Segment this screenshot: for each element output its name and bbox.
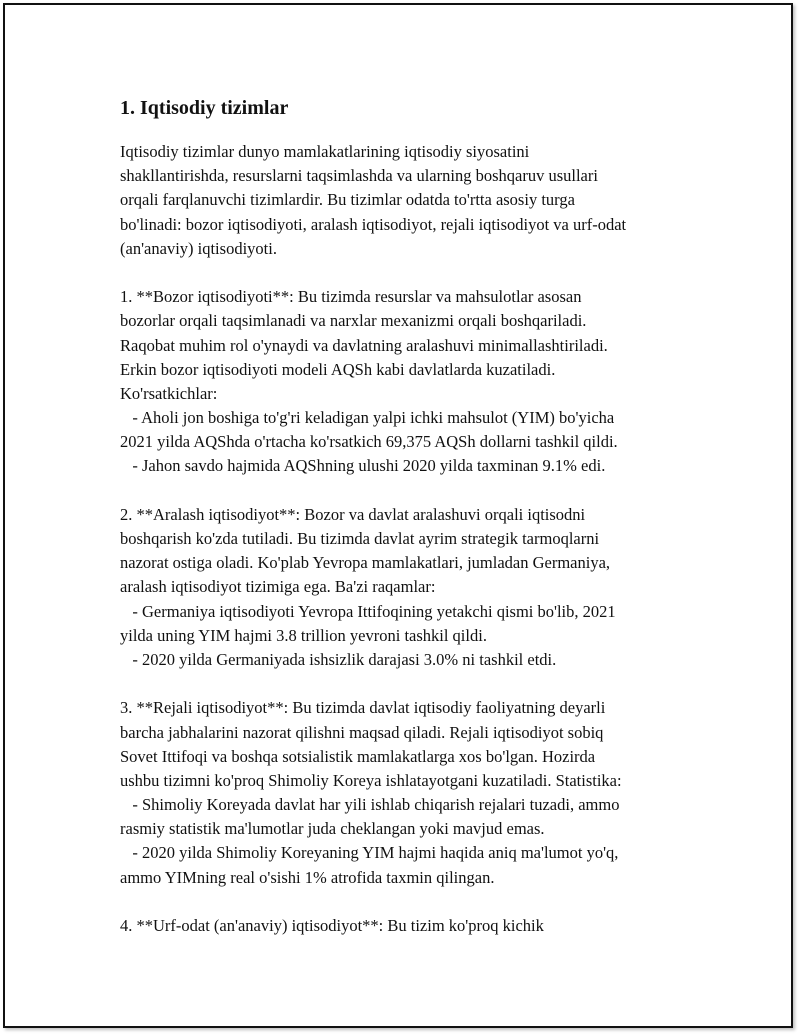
text-line: (an'anaviy) iqtisodiyoti. — [120, 238, 277, 258]
text-line: Erkin bozor iqtisodiyoti modeli AQSh kabi davlatlarda kuzatiladi. — [120, 359, 556, 379]
text-line: yilda uning YIM hajmi 3.8 trillion yevroni tashkil qildi. — [120, 625, 487, 645]
text-line: - 2020 yilda Germaniyada ishsizlik darajasi 3.0% ni tashkil etdi. — [120, 649, 557, 669]
text-line: barcha jabhalarini nazorat qilishni maqsad qiladi. Rejali iqtisodiyot sobiq — [120, 722, 604, 742]
blank-line — [120, 261, 740, 285]
text-line: Ko'rsatkichlar: — [120, 383, 218, 403]
text-line: orqali farqlanuvchi tizimlardir. Bu tizimlar odatda to'rtta asosiy turga — [120, 190, 575, 210]
text-line: nazorat ostiga oladi. Ko'plab Yevropa mamlakatlari, jumladan Germaniya, — [120, 553, 611, 573]
text-line: - Shimoliy Koreyada davlat har yili ishlab chiqarish rejalari tuzadi, ammo — [120, 795, 620, 815]
text-line: - Jahon savdo hajmida AQShning ulushi 2020 yilda taxminan 9.1% edi. — [120, 456, 606, 476]
text-line: - Germaniya iqtisodiyoti Yevropa Ittifoqining yetakchi qismi bo'lib, 2021 — [120, 601, 616, 621]
text-line: ushbu tizimni ko'proq Shimoliy Koreya ishlatayotgani kuzatiladi. Statistika: — [120, 770, 622, 790]
blank-line — [120, 890, 740, 914]
text-line: 1. **Bozor iqtisodiyoti**: Bu tizimda resurslar va mahsulotlar asosan — [120, 287, 582, 307]
section-heading: 1. Iqtisodiy tizimlar — [120, 97, 289, 119]
document-page — [3, 3, 793, 1028]
text-line: Iqtisodiy tizimlar dunyo mamlakatlarining iqtisodiy siyosatini — [120, 142, 530, 161]
text-line: - Aholi jon boshiga to'g'ri keladigan yalpi ichki mahsulot (YIM) bo'yicha — [120, 408, 615, 428]
blank-line — [120, 479, 740, 503]
text-line: shakllantirishda, resurslarni taqsimlashda va ularning boshqaruv usullari — [120, 166, 598, 186]
text-line: ammo YIMning real o'sishi 1% atrofida taxmin qilingan. — [120, 867, 495, 887]
text-line: rasmiy statistik ma'lumotlar juda cheklangan yoki mavjud emas. — [120, 819, 545, 839]
text-line: Sovet Ittifoqi va boshqa sotsialistik mamlakatlarga xos bo'lgan. Hozirda — [120, 746, 596, 766]
text-line: aralash iqtisodiyot tizimiga ega. Ba'zi raqamlar: — [120, 577, 436, 597]
text-line: Raqobat muhim rol o'ynaydi va davlatning aralashuvi minimallashtiriladi. — [120, 335, 608, 355]
text-line: 4. **Urf-odat (an'anaviy) iqtisodiyot**: Bu tizim ko'proq kichik — [120, 916, 544, 935]
text-line: 3. **Rejali iqtisodiyot**: Bu tizimda davlat iqtisodiy faoliyatning deyarli — [120, 698, 606, 718]
blank-line — [120, 672, 740, 696]
text-line: bo'linadi: bozor iqtisodiyoti, aralash iqtisodiyot, rejali iqtisodiyot va urf-odat — [120, 214, 627, 234]
text-line: boshqarish ko'zda tutiladi. Bu tizimda davlat ayrim strategik tarmoqlarni — [120, 529, 600, 548]
text-line: 2. **Aralash iqtisodiyot**: Bozor va davlat aralashuvi orqali iqtisodni — [120, 504, 586, 524]
text-line: bozorlar orqali taqsimlanadi va narxlar mexanizmi orqali boshqariladi. — [120, 311, 587, 331]
text-line: - 2020 yilda Shimoliy Koreyaning YIM hajmi haqida aniq ma'lumot yo'q, — [120, 843, 619, 863]
text-line: 2021 yilda AQShda o'rtacha ko'rsatkich 69,375 AQSh dollarni tashkil qildi. — [120, 432, 618, 452]
text-lines — [120, 140, 740, 938]
document-body — [120, 95, 740, 938]
